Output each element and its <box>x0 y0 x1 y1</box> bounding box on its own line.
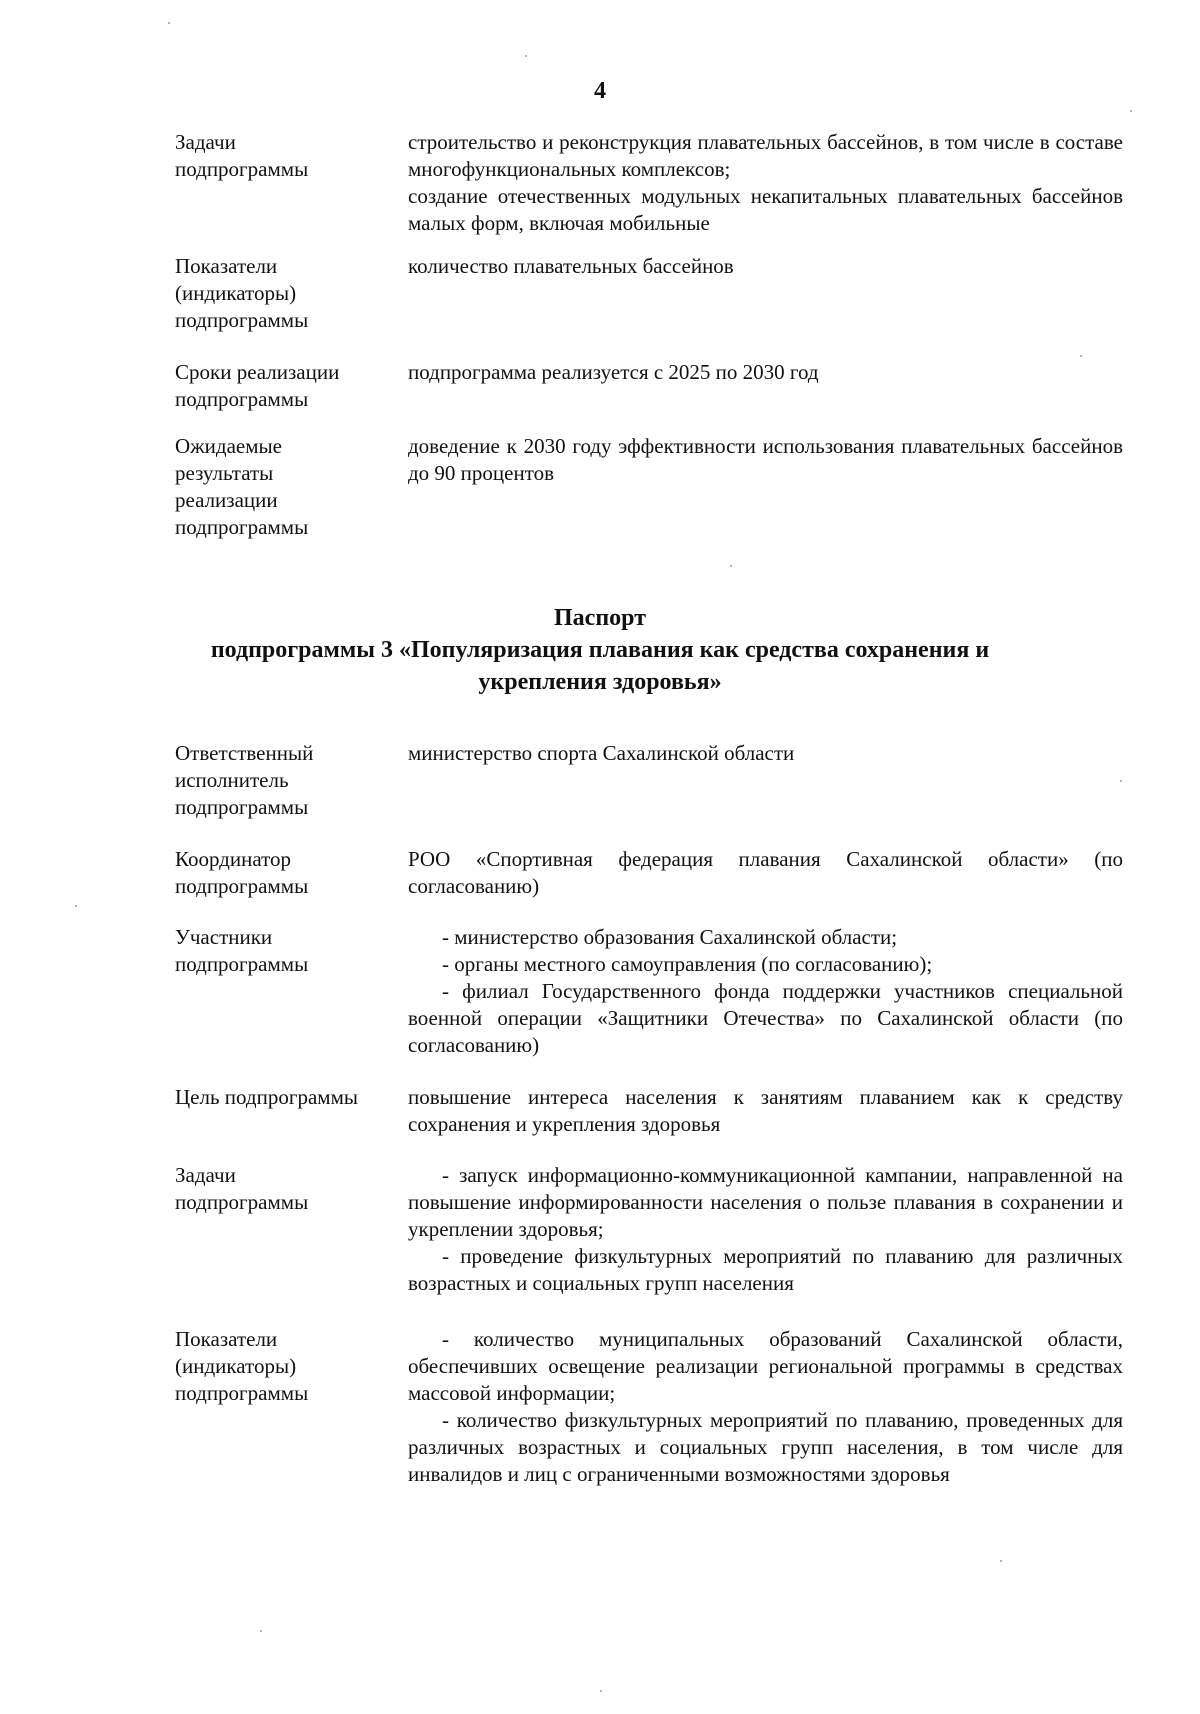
row-value <box>408 359 1123 433</box>
label-line: Координатор <box>175 847 292 871</box>
label-line: подпрограммы <box>175 387 309 411</box>
row-indicators <box>175 253 1123 359</box>
label-line: подпрограммы <box>175 795 309 819</box>
value-paragraph: - филиал Государственного фонда поддержки участников специальной военной операции «Защитники Отечества» по Сахалинской области (по согласованию) <box>408 979 1123 1057</box>
scan-speck <box>1000 1560 1002 1562</box>
label-line: результаты <box>175 461 274 485</box>
value-paragraph: повышение интереса населения к занятиям плаванием как к средству сохранения и укрепления здоровья <box>408 1085 1123 1136</box>
value-paragraph: количество плавательных бассейнов <box>408 254 734 278</box>
row-goal <box>175 1084 1123 1162</box>
row-responsible <box>175 740 1123 846</box>
label-line: реализации <box>175 488 278 512</box>
scan-speck <box>1080 355 1082 357</box>
label-line: исполнитель <box>175 768 289 792</box>
label-line: подпрограммы <box>175 1190 309 1214</box>
value-paragraph: строительство и реконструкция плавательных бассейнов, в том числе в составе многофункциональных комплексов; <box>408 130 1123 181</box>
label-line: Ответственный <box>175 741 314 765</box>
label-line: Ожидаемые <box>175 434 282 458</box>
value-paragraph: РОО «Спортивная федерация плавания Сахалинской области» (по согласованию) <box>408 847 1123 898</box>
heading-subtitle-line: укрепления здоровья» <box>478 669 722 695</box>
label-line: Показатели <box>175 1327 278 1351</box>
row-value <box>408 1326 1123 1566</box>
row-value <box>408 846 1123 924</box>
row-value <box>408 924 1123 1084</box>
value-paragraph: - проведение физкультурных мероприятий по плаванию для различных возрастных и социальных групп населения <box>408 1244 1123 1295</box>
row-timeline <box>175 359 1123 433</box>
value-paragraph: - органы местного самоуправления (по согласованию); <box>442 952 933 976</box>
scan-speck <box>1120 780 1122 782</box>
row-label <box>175 433 408 543</box>
label-line: подпрограммы <box>175 874 309 898</box>
label-line: Задачи <box>175 1163 236 1187</box>
passport-bottom-rows <box>175 740 1123 1566</box>
row-coordinator <box>175 846 1123 924</box>
row-tasks <box>175 129 1123 253</box>
passport-heading <box>0 602 1200 698</box>
value-paragraph: - запуск информационно-коммуникационной кампании, направленной на повышение информированности населения о пользе плавания в сохранении и укреплении здоровья; <box>408 1163 1123 1241</box>
label-line: подпрограммы <box>175 308 309 332</box>
scan-speck <box>75 905 77 907</box>
row-value <box>408 253 1123 359</box>
scan-speck <box>260 1630 262 1632</box>
value-paragraph: подпрограмма реализуется с 2025 по 2030 год <box>408 360 819 384</box>
row-label <box>175 740 408 846</box>
label-line: Участники <box>175 925 273 949</box>
row-value <box>408 129 1123 253</box>
row-label <box>175 129 408 253</box>
label-line: подпрограммы <box>175 952 309 976</box>
row-label <box>175 359 408 433</box>
scan-speck <box>600 1690 602 1692</box>
label-line: (индикаторы) <box>175 1354 297 1378</box>
row-participants <box>175 924 1123 1084</box>
heading-title: Паспорт <box>554 605 646 631</box>
row-value <box>408 740 1123 846</box>
row-label <box>175 924 408 1084</box>
row-value <box>408 1162 1123 1326</box>
value-paragraph: - министерство образования Сахалинской области; <box>442 925 898 949</box>
value-paragraph: - количество муниципальных образований Сахалинской области, обеспечивших освещение реализации региональной программы в средствах массовой информации; <box>408 1327 1123 1405</box>
passport-top-rows <box>175 129 1123 543</box>
label-line: подпрограммы <box>175 515 309 539</box>
label-line: Цель подпрограммы <box>175 1085 358 1109</box>
label-line: (индикаторы) <box>175 281 297 305</box>
value-paragraph: создание отечественных модульных некапитальных плавательных бассейнов малых форм, включая мобильные <box>408 184 1123 235</box>
scan-speck <box>1130 110 1132 112</box>
value-paragraph: - количество физкультурных мероприятий по плаванию, проведенных для различных возрастных и социальных групп населения, в том числе для инвалидов и лиц с ограниченными возможностями здоровья <box>408 1408 1123 1486</box>
scan-speck <box>730 565 732 567</box>
row-value <box>408 433 1123 543</box>
value-paragraph: министерство спорта Сахалинской области <box>408 741 795 765</box>
label-line: Сроки реализации <box>175 360 340 384</box>
row-label <box>175 253 408 359</box>
row-label <box>175 1084 408 1162</box>
scan-speck <box>168 22 170 24</box>
value-paragraph: доведение к 2030 году эффективности использования плавательных бассейнов до 90 процентов <box>408 434 1123 485</box>
row-label <box>175 846 408 924</box>
row-value <box>408 1084 1123 1162</box>
scan-speck <box>525 55 527 57</box>
row-label <box>175 1326 408 1566</box>
label-line: Задачи <box>175 130 236 154</box>
page-number: 4 <box>594 78 606 104</box>
row-label <box>175 1162 408 1326</box>
row-indicators-bottom <box>175 1326 1123 1566</box>
label-line: подпрограммы <box>175 157 309 181</box>
label-line: Показатели <box>175 254 278 278</box>
heading-subtitle-line: подпрограммы 3 «Популяризация плавания как средства сохранения и <box>210 637 990 663</box>
row-expected-results <box>175 433 1123 543</box>
label-line: подпрограммы <box>175 1381 309 1405</box>
row-tasks-bottom <box>175 1162 1123 1326</box>
